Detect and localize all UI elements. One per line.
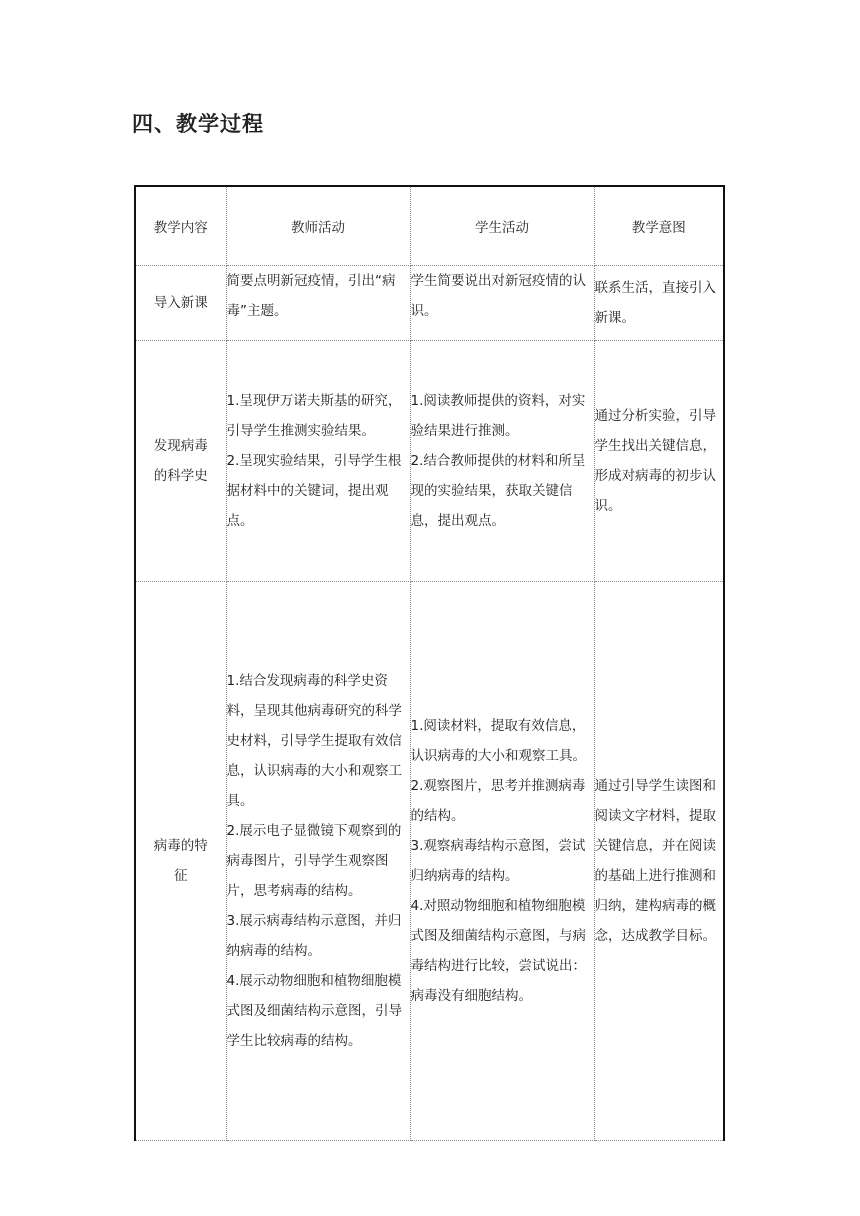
- row-student-cell: 1.阅读材料，提取有效信息，认识病毒的大小和观察工具。 2.观察图片，思考并推测病毒的结构。 3.观察病毒结构示意图，尝试归纳病毒的结构。 4.对照动物细胞和植物细胞模式图及细菌结构示意图，与病毒结构进行比较，尝试说出：病毒没有细胞结构。: [410, 582, 594, 1141]
- row-content-cell: 发现病毒 的科学史: [135, 341, 226, 582]
- header-student-activity: 学生活动: [410, 186, 594, 266]
- row-teacher-cell: 1.结合发现病毒的科学史资料，呈现其他病毒研究的科学史材料，引导学生提取有效信息，认识病毒的大小和观察工具。 2.展示电子显微镜下观察到的病毒图片，引导学生观察图片，思考病毒的结构。 3.展示病毒结构示意图，并归纳病毒的结构。 4.展示动物细胞和植物细胞模式图及细菌结构示意图，引导学生比较病毒的结构。: [226, 582, 410, 1141]
- row-student-cell: 学生简要说出对新冠疫情的认识。: [410, 266, 594, 341]
- section-heading: 四、教学过程: [132, 112, 264, 136]
- row-teacher-cell: 简要点明新冠疫情，引出“病毒”主题。: [226, 266, 410, 341]
- row-intent-cell: 通过分析实验，引导学生找出关键信息，形成对病毒的初步认识。: [594, 341, 724, 582]
- row-content-cell: 病毒的特 征: [135, 582, 226, 1141]
- row-intent-cell: 通过引导学生读图和阅读文字材料，提取关键信息，并在阅读的基础上进行推测和归纳，建构病毒的概念，达成教学目标。: [594, 582, 724, 1141]
- table-row: [135, 266, 724, 341]
- table-header-row: [135, 186, 724, 266]
- row-intent-cell: 联系生活，直接引入新课。: [594, 266, 724, 341]
- row-content-cell: 导入新课: [135, 266, 226, 341]
- header-teaching-intent: 教学意图: [594, 186, 724, 266]
- table-row: [135, 582, 724, 1141]
- header-content: 教学内容: [135, 186, 226, 266]
- header-teacher-activity: 教师活动: [226, 186, 410, 266]
- row-student-cell: 1.阅读教师提供的资料，对实验结果进行推测。 2.结合教师提供的材料和所呈现的实验结果，获取关键信息，提出观点。: [410, 341, 594, 582]
- table-row: [135, 341, 724, 582]
- row-teacher-cell: 1.呈现伊万诺夫斯基的研究，引导学生推测实验结果。 2.呈现实验结果，引导学生根据材料中的关键词，提出观点。: [226, 341, 410, 582]
- teaching-process-table: [134, 185, 725, 1141]
